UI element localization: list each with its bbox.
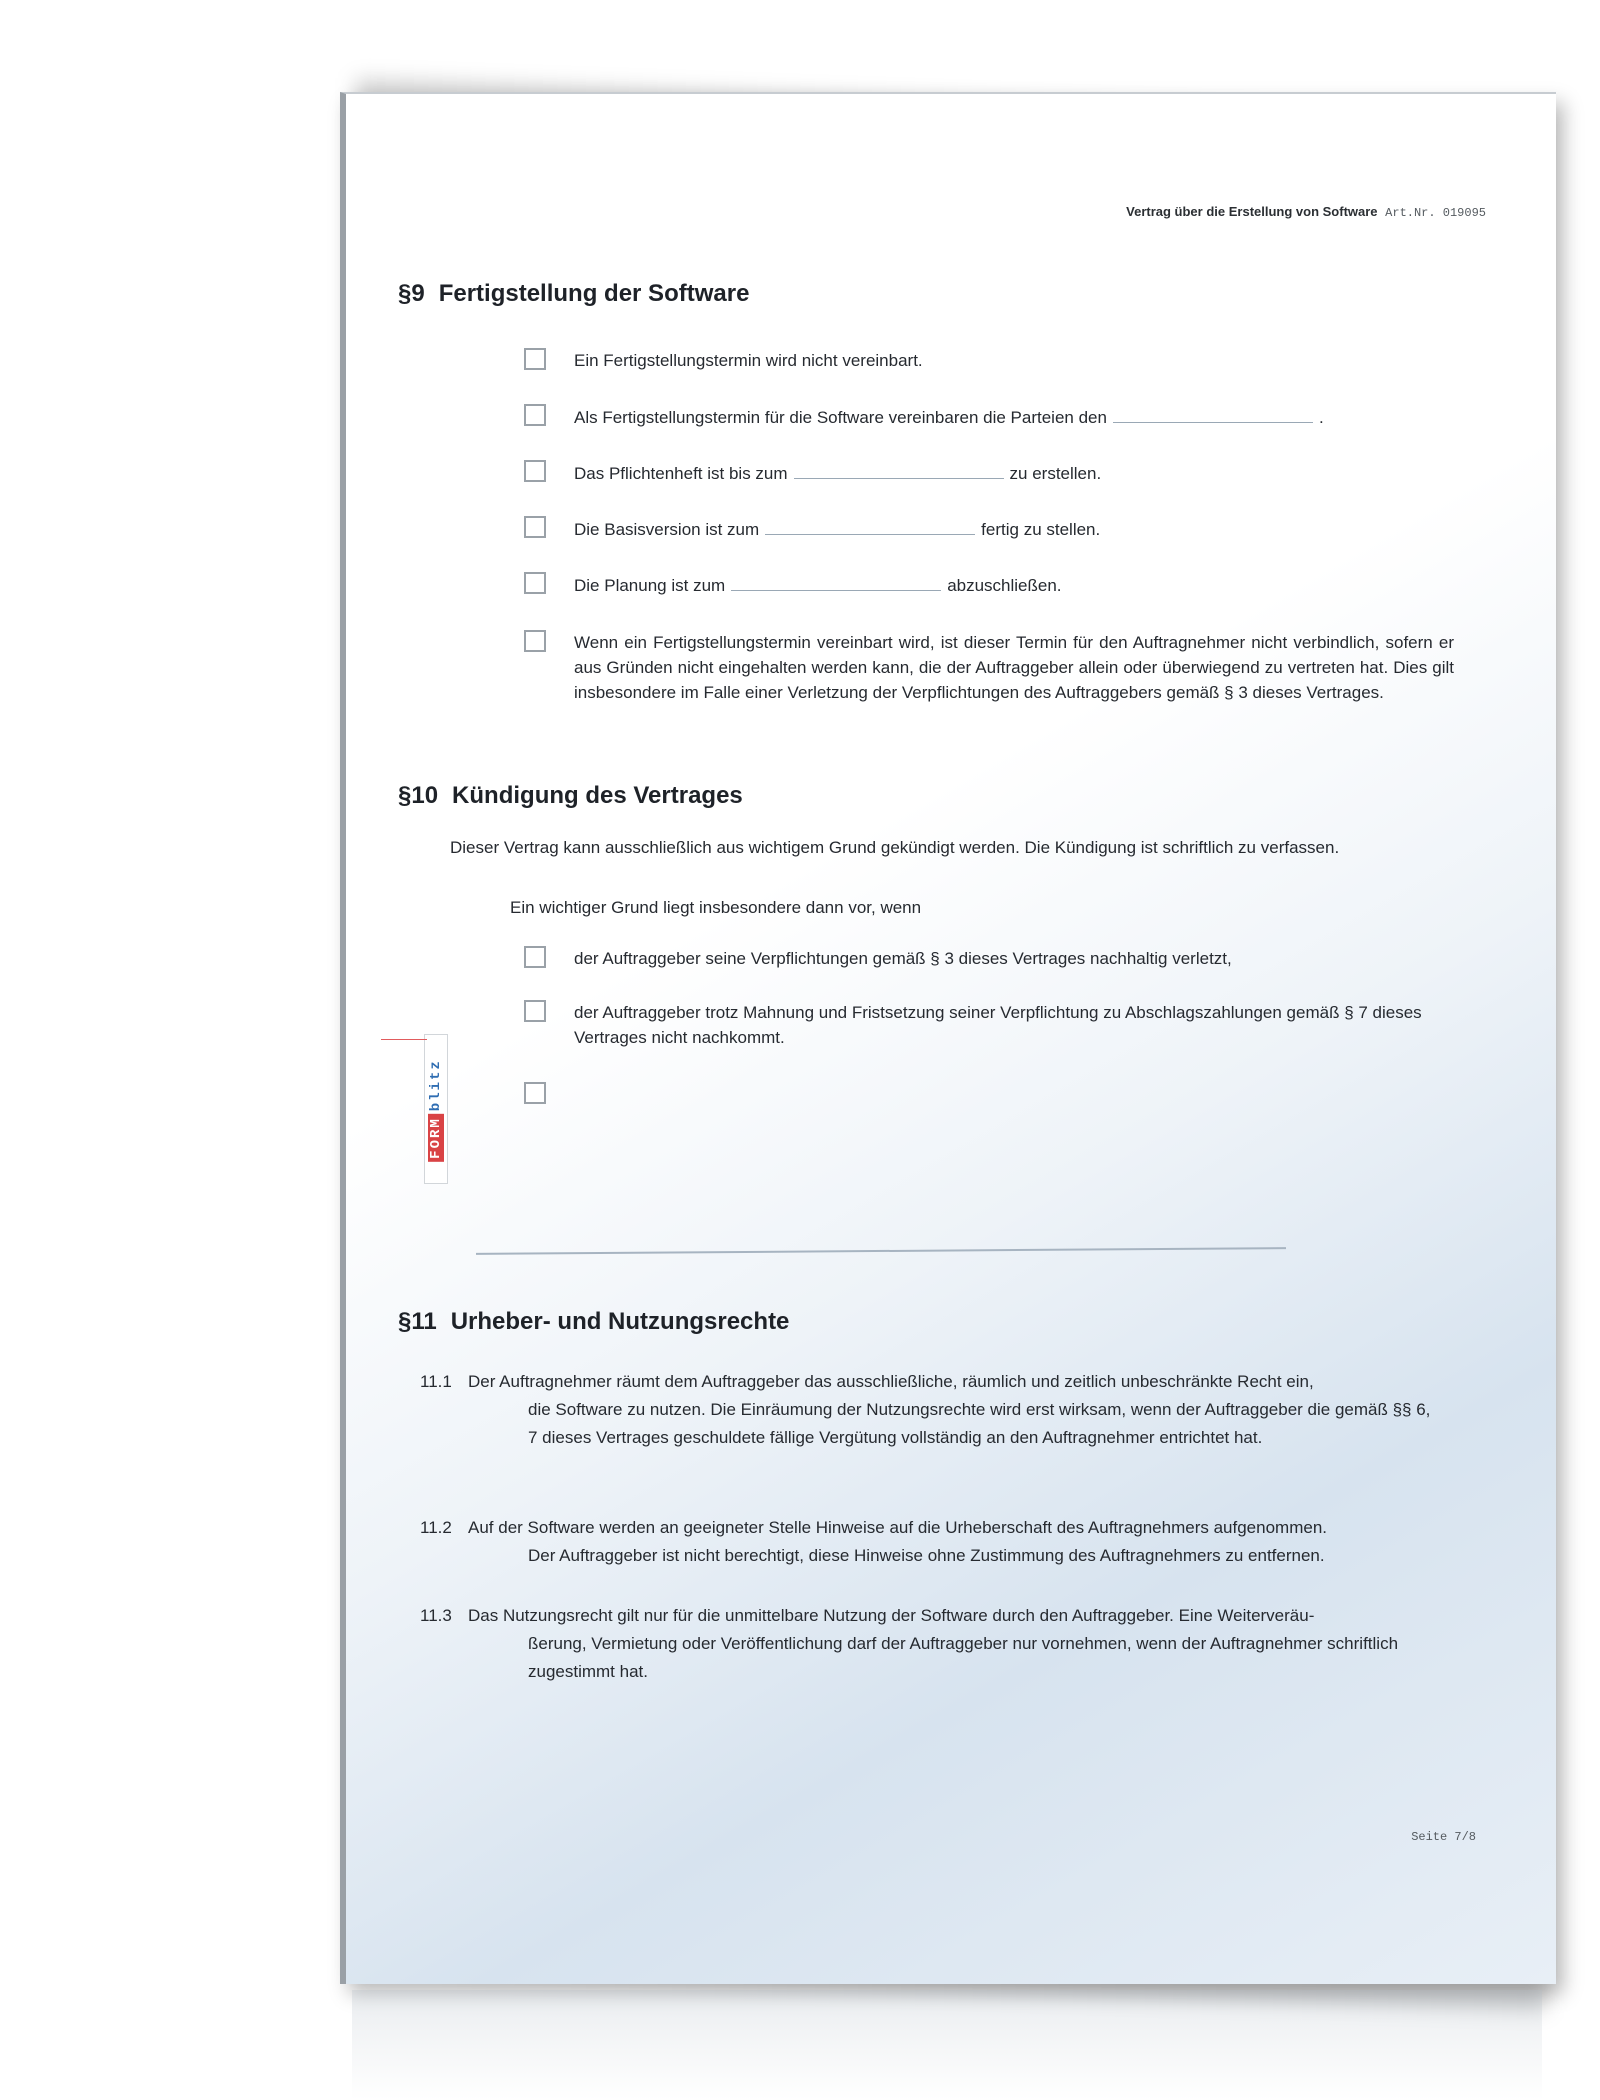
section-9-heading [398,280,749,308]
s9-checkbox-6[interactable] [524,630,546,652]
s9-option-5-label: Die Planung ist zum [574,576,726,595]
section-11-number: §11 [398,1308,437,1335]
s9-date-blank-1[interactable] [1113,404,1313,423]
section-9-title: Fertigstellung der Software [438,280,750,307]
s11-item-1-number: 11.1 [420,1372,452,1391]
s10-sub-intro: Ein wichtiger Grund liegt insbesondere dann vor, wenn [510,898,922,917]
logo-blitz-text: blitz [428,1059,444,1112]
s10-intro: Dieser Vertrag kann ausschließlich aus wichtigem Grund gekündigt werden. Die Kündigung ist schriftlich zu verfassen. [450,838,1340,857]
article-number: Art.Nr. 019095 [1385,206,1486,220]
s11-item-2-continuation: Der Auftraggeber ist nicht berechtigt, diese Hinweise ohne Zustimmung des Auftragnehmers zu entfernen. [528,1546,1325,1565]
s9-option-3-label: Das Pflichtenheft ist bis zum [574,464,788,483]
page-reflection [352,1990,1542,2100]
logo-wordmark [428,1056,444,1162]
s9-date-blank-4[interactable] [731,572,941,591]
s11-item-3 [420,1602,1440,1686]
s10-checkbox-2[interactable] [524,1000,546,1022]
s11-item-1-first-line: Der Auftragnehmer räumt dem Auftraggeber das ausschließliche, räumlich und zeitlich unbeschränkte Recht ein, [468,1372,1314,1391]
formblitz-logo [424,1034,448,1184]
s10-checkbox-1[interactable] [524,946,546,968]
section-11-heading [398,1308,789,1336]
s9-checkbox-1[interactable] [524,348,546,370]
s9-option-1 [574,348,1454,373]
section-10-heading [398,782,743,810]
page-number: Seite 7/8 [1411,1830,1476,1844]
s9-option-2-label: Als Fertigstellungstermin für die Software vereinbaren die Parteien den [574,408,1107,427]
s9-option-3 [574,460,1454,486]
s9-option-6 [574,630,1454,705]
s11-item-3-continuation: ßerung, Vermietung oder Veröffentlichung darf der Auftraggeber nur vornehmen, wenn der Auftragnehmer schriftlich zugestimmt hat. [528,1634,1399,1681]
s9-option-5-suffix: abzuschließen. [947,576,1062,595]
s9-option-2 [574,404,1454,430]
s9-option-4-suffix: fertig zu stellen. [981,520,1101,539]
s9-option-5 [574,572,1454,598]
s10-option-2 [574,1000,1454,1050]
s11-item-3-first-line: Das Nutzungsrecht gilt nur für die unmittelbare Nutzung der Software durch den Auftraggeber. Eine Weiterveräu- [468,1606,1315,1625]
s9-checkbox-3[interactable] [524,460,546,482]
logo-form-text: FORM [428,1114,444,1162]
s11-item-3-number: 11.3 [420,1606,452,1625]
document-title: Vertrag über die Erstellung von Software [1126,204,1378,219]
s10-option-1 [574,946,1454,971]
s10-custom-reason-line[interactable] [476,1247,1286,1255]
s9-option-6-label: Wenn ein Fertigstellungstermin vereinbart wird, ist dieser Termin für den Auftragnehmer nicht verbindlich, sofern er aus Gründen nicht eingehalten werden kann, die der Auftraggeber allein oder überwiegend zu vertreten hat. Dies gilt insbesondere im Falle einer Verletzung der Verpflichtungen des Auftraggebers gemäß § 3 dieses Vertrages. [574,633,1454,702]
s9-option-4 [574,516,1454,542]
s9-checkbox-2[interactable] [524,404,546,426]
s9-option-4-label: Die Basisversion ist zum [574,520,760,539]
s9-checkbox-4[interactable] [524,516,546,538]
s11-item-2 [420,1514,1440,1570]
s11-item-1-continuation: die Software zu nutzen. Die Einräumung der Nutzungsrechte wird erst wirksam, wenn der Auftraggeber die gemäß §§ 6, 7 dieses Vertrages geschuldete fällige Vergütung vollständig an den Auftragnehmer entrichtet hat. [528,1400,1431,1447]
s11-item-2-first-line: Auf der Software werden an geeigneter Stelle Hinweise auf die Urheberschaft des Auftragnehmers aufgenommen. [468,1518,1327,1537]
section-10-number: §10 [398,782,439,809]
s9-checkbox-5[interactable] [524,572,546,594]
s9-option-1-label: Ein Fertigstellungstermin wird nicht vereinbart. [574,351,923,370]
document-page [340,92,1556,1984]
s9-date-blank-2[interactable] [794,460,1004,479]
document-header [1126,204,1486,220]
s9-date-blank-3[interactable] [765,516,975,535]
section-11-title: Urheber- und Nutzungsrechte [450,1308,790,1335]
section-10-title: Kündigung des Vertrages [452,782,743,809]
logo-accent-line [381,1039,427,1040]
s11-item-1 [420,1368,1440,1452]
s10-checkbox-3[interactable] [524,1082,546,1104]
s10-option-2-label: der Auftraggeber trotz Mahnung und Fristsetzung seiner Verpflichtung zu Abschlagszahlungen gemäß § 7 dieses Vertrages nicht nachkommt. [574,1003,1422,1047]
section-9-number: §9 [398,280,425,307]
s9-option-3-suffix: zu erstellen. [1009,464,1102,483]
s10-option-1-label: der Auftraggeber seine Verpflichtungen gemäß § 3 dieses Vertrages nachhaltig verletzt, [574,949,1232,968]
s11-item-2-number: 11.2 [420,1518,452,1537]
s9-option-2-suffix: . [1318,408,1324,427]
